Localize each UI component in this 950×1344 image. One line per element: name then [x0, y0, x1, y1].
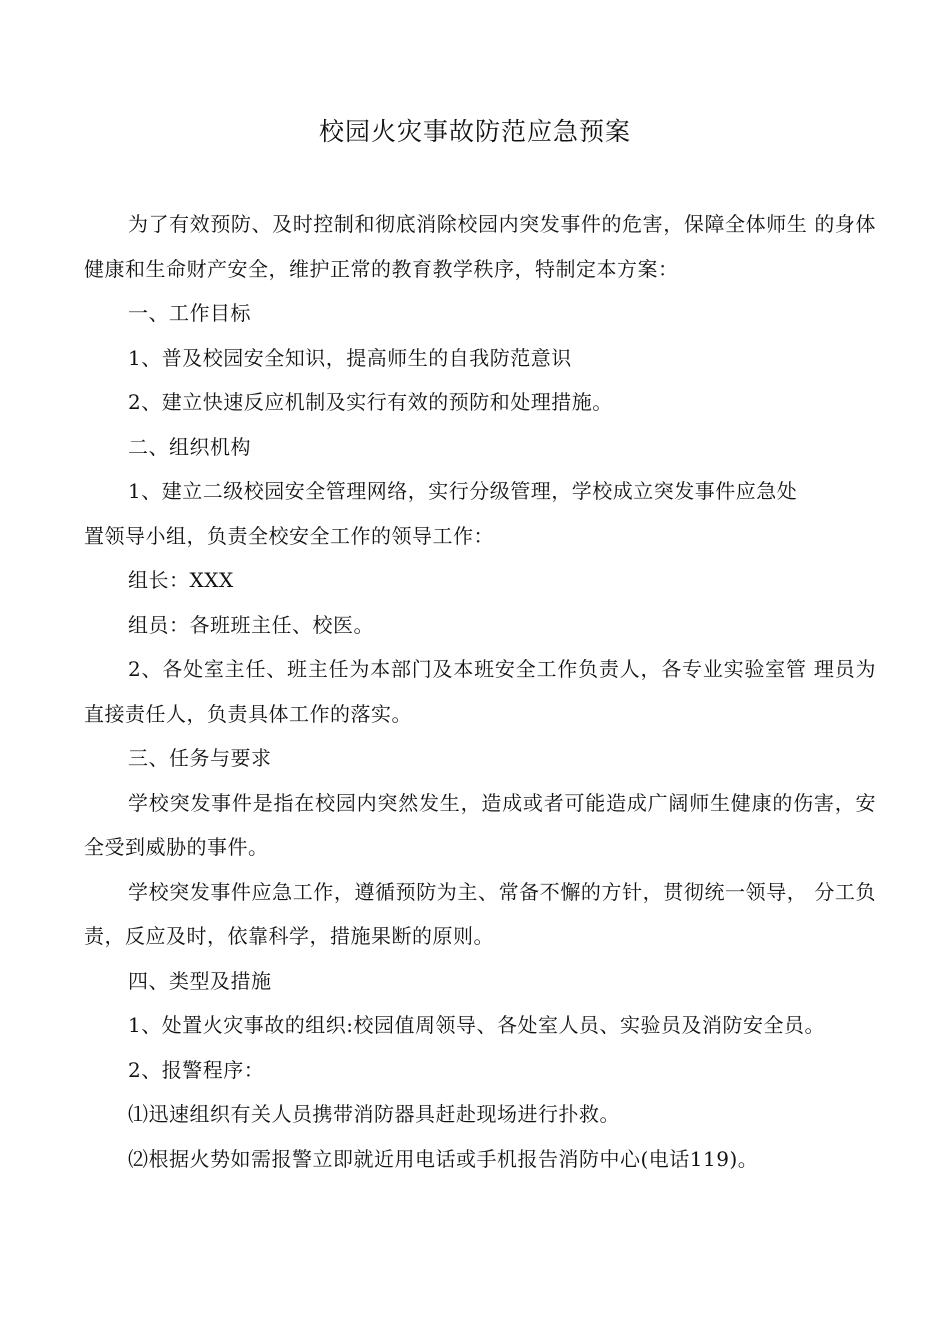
- goal-item-2: 2、建立快速反应机制及实行有效的预防和处理措施。: [128, 390, 613, 414]
- organization-item-1-continued: 置领导小组，负责全校安全工作的领导工作：: [84, 523, 494, 548]
- intro-paragraph: 为了有效预防、及时控制和彻底消除校园内突发事件的危害，保障全体师生 的身体健康和生命财产安全，维护正常的教育教学秩序，特制定本方案：: [84, 212, 876, 281]
- document-body: [84, 202, 876, 1181]
- section-heading-organization: 二、组织机构: [128, 434, 251, 459]
- organization-item-2: 2、各处室主任、班主任为本部门及本班安全工作负责人，各专业实验室管 理员为直接责任人，负责具体工作的落实。: [84, 657, 876, 726]
- team-leader-line: 组长：XXX: [128, 568, 234, 592]
- section-heading-measures: 四、类型及措施: [128, 968, 272, 993]
- measures-item-2: 2、报警程序：: [128, 1057, 265, 1082]
- team-members-line: 组员：各班班主任、校医。: [128, 612, 374, 637]
- alarm-step-2: ⑵根据火势如需报警立即就近用电话或手机报告消防中心(电话119)。: [128, 1146, 759, 1171]
- section-heading-tasks: 三、任务与要求: [128, 746, 272, 770]
- alarm-step-1: ⑴迅速组织有关人员携带消防器具赶赴现场进行扑救。: [128, 1102, 620, 1126]
- tasks-paragraph-2: 学校突发事件应急工作，遵循预防为主、常备不懈的方针，贯彻统一领导， 分工负责，反应及时，依靠科学，措施果断的原则。: [84, 879, 876, 948]
- goal-item-1: 1、普及校园安全知识，提高师生的自我防范意识: [128, 345, 572, 370]
- tasks-paragraph-1: 学校突发事件是指在校园内突然发生，造成或者可能造成广阔师生健康的伤害，安全受到威胁的事件。: [84, 790, 876, 859]
- section-heading-goals: 一、工作目标: [128, 301, 251, 325]
- document-title: 校园火灾事故防范应急预案: [318, 117, 631, 146]
- organization-item-1: 1、建立二级校园安全管理网络，实行分级管理，学校成立突发事件应急处: [128, 479, 798, 503]
- measures-item-1: 1、处置火灾事故的组织:校园值周领导、各处室人员、实验员及消防安全员。: [128, 1013, 825, 1037]
